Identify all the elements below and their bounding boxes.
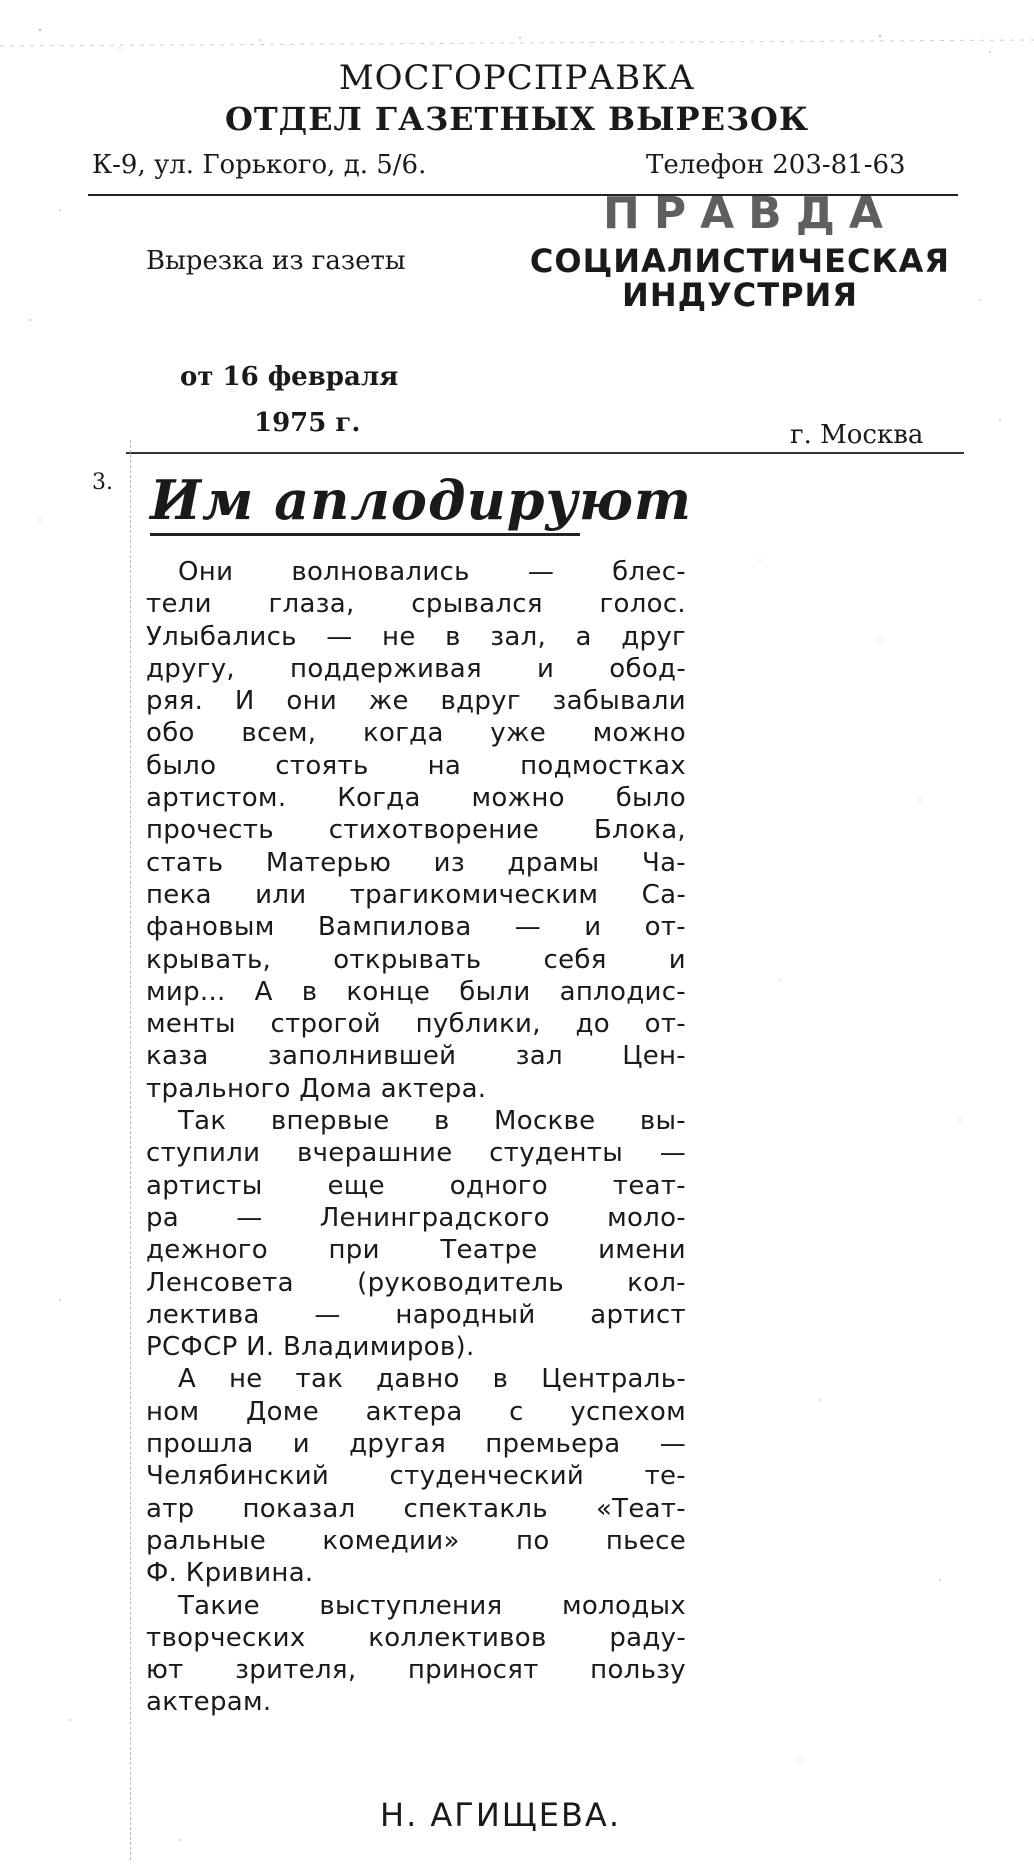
- city: г. Москва: [790, 420, 924, 450]
- article-line: Челябинский студенческий те-: [146, 1461, 686, 1492]
- address: К-9, ул. Горького, д. 5/6.: [92, 150, 427, 180]
- article-line: фановым Вампилова — и от-: [146, 912, 686, 943]
- article-line: актерам.: [146, 1687, 272, 1718]
- article-line: РСФСР И. Владимиров).: [146, 1332, 475, 1363]
- author-signature: Н. АГИЩЕВА.: [380, 1796, 621, 1834]
- article-headline: Им аплодируют: [150, 468, 693, 532]
- department-name: ОТДЕЛ ГАЗЕТНЫХ ВЫРЕЗОК: [224, 100, 810, 138]
- article-body: [146, 556, 686, 1719]
- article-line: лектива — народный артист: [146, 1299, 686, 1330]
- article-line: тели глаза, срывался голос.: [146, 589, 686, 620]
- date-day: от 16 февраля: [180, 362, 399, 392]
- newspaper-name-line1: СОЦИАЛИСТИЧЕСКАЯ: [529, 242, 951, 280]
- article-line: мир... А в конце были аплодис-: [146, 976, 686, 1007]
- phone: Телефон 203-81-63: [646, 150, 906, 180]
- page-number: 3.: [92, 470, 113, 495]
- article-line: А не так давно в Централь-: [178, 1364, 686, 1395]
- source-label: Вырезка из газеты: [146, 246, 406, 276]
- date-year: 1975 г.: [254, 408, 361, 438]
- article-line: атр показал спектакль «Теат-: [146, 1493, 686, 1524]
- article-line: творческих коллективов раду-: [146, 1622, 686, 1653]
- organization-name: МОСГОРСПРАВКА: [338, 58, 696, 98]
- article-line: артисты еще одного теат-: [146, 1170, 686, 1201]
- svg-text:ПРАВДА: ПРАВДА: [603, 188, 897, 239]
- article-line: стать Матерью из драмы Ча-: [146, 847, 686, 878]
- article-line: крывать, открывать себя и: [146, 944, 686, 975]
- article-line: Улыбались — не в зал, а друг: [146, 621, 686, 652]
- article-line: ряя. И они же вдруг забывали: [146, 686, 686, 717]
- article-line: обо всем, когда уже можно: [146, 718, 686, 749]
- article-line: дежного при Театре имени: [146, 1235, 686, 1266]
- article-line: ном Доме актера с успехом: [146, 1396, 686, 1427]
- article-line: Ленсовета (руководитель кол-: [146, 1267, 686, 1298]
- article-line: ральные комедии» по пьесе: [146, 1525, 686, 1556]
- article-line: каза заполнившей зал Цен-: [146, 1041, 686, 1072]
- article-line: Они волновались — блес-: [178, 557, 686, 587]
- newspaper-name: [520, 244, 960, 312]
- article-line: трального Дома актера.: [146, 1073, 487, 1104]
- article-line: ют зрителя, приносят пользу: [146, 1655, 686, 1686]
- article-line: пека или трагикомическим Са-: [146, 879, 686, 910]
- article-line: менты строгой публики, до от-: [146, 1009, 686, 1040]
- article-line: Ф. Кривина.: [146, 1558, 314, 1589]
- date-rule: [126, 452, 964, 454]
- article-line: артистом. Когда можно было: [146, 783, 686, 814]
- article-line: Такие выступления молодых: [178, 1590, 686, 1621]
- article-line: ступили вчерашние студенты —: [146, 1138, 686, 1169]
- headline-rule: [150, 533, 580, 536]
- article-line: прочесть стихотворение Блока,: [146, 815, 686, 846]
- article-line: Так впервые в Москве вы-: [178, 1106, 686, 1137]
- clipping-edge: [130, 440, 132, 1860]
- article-line: другу, поддерживая и обод-: [146, 653, 686, 684]
- article-line: ра — Ленинградского моло-: [146, 1202, 686, 1233]
- article-line: было стоять на подмостках: [146, 750, 686, 781]
- newspaper-name-line2: ИНДУСТРИЯ: [622, 276, 858, 314]
- article-line: прошла и другая премьера —: [146, 1429, 686, 1460]
